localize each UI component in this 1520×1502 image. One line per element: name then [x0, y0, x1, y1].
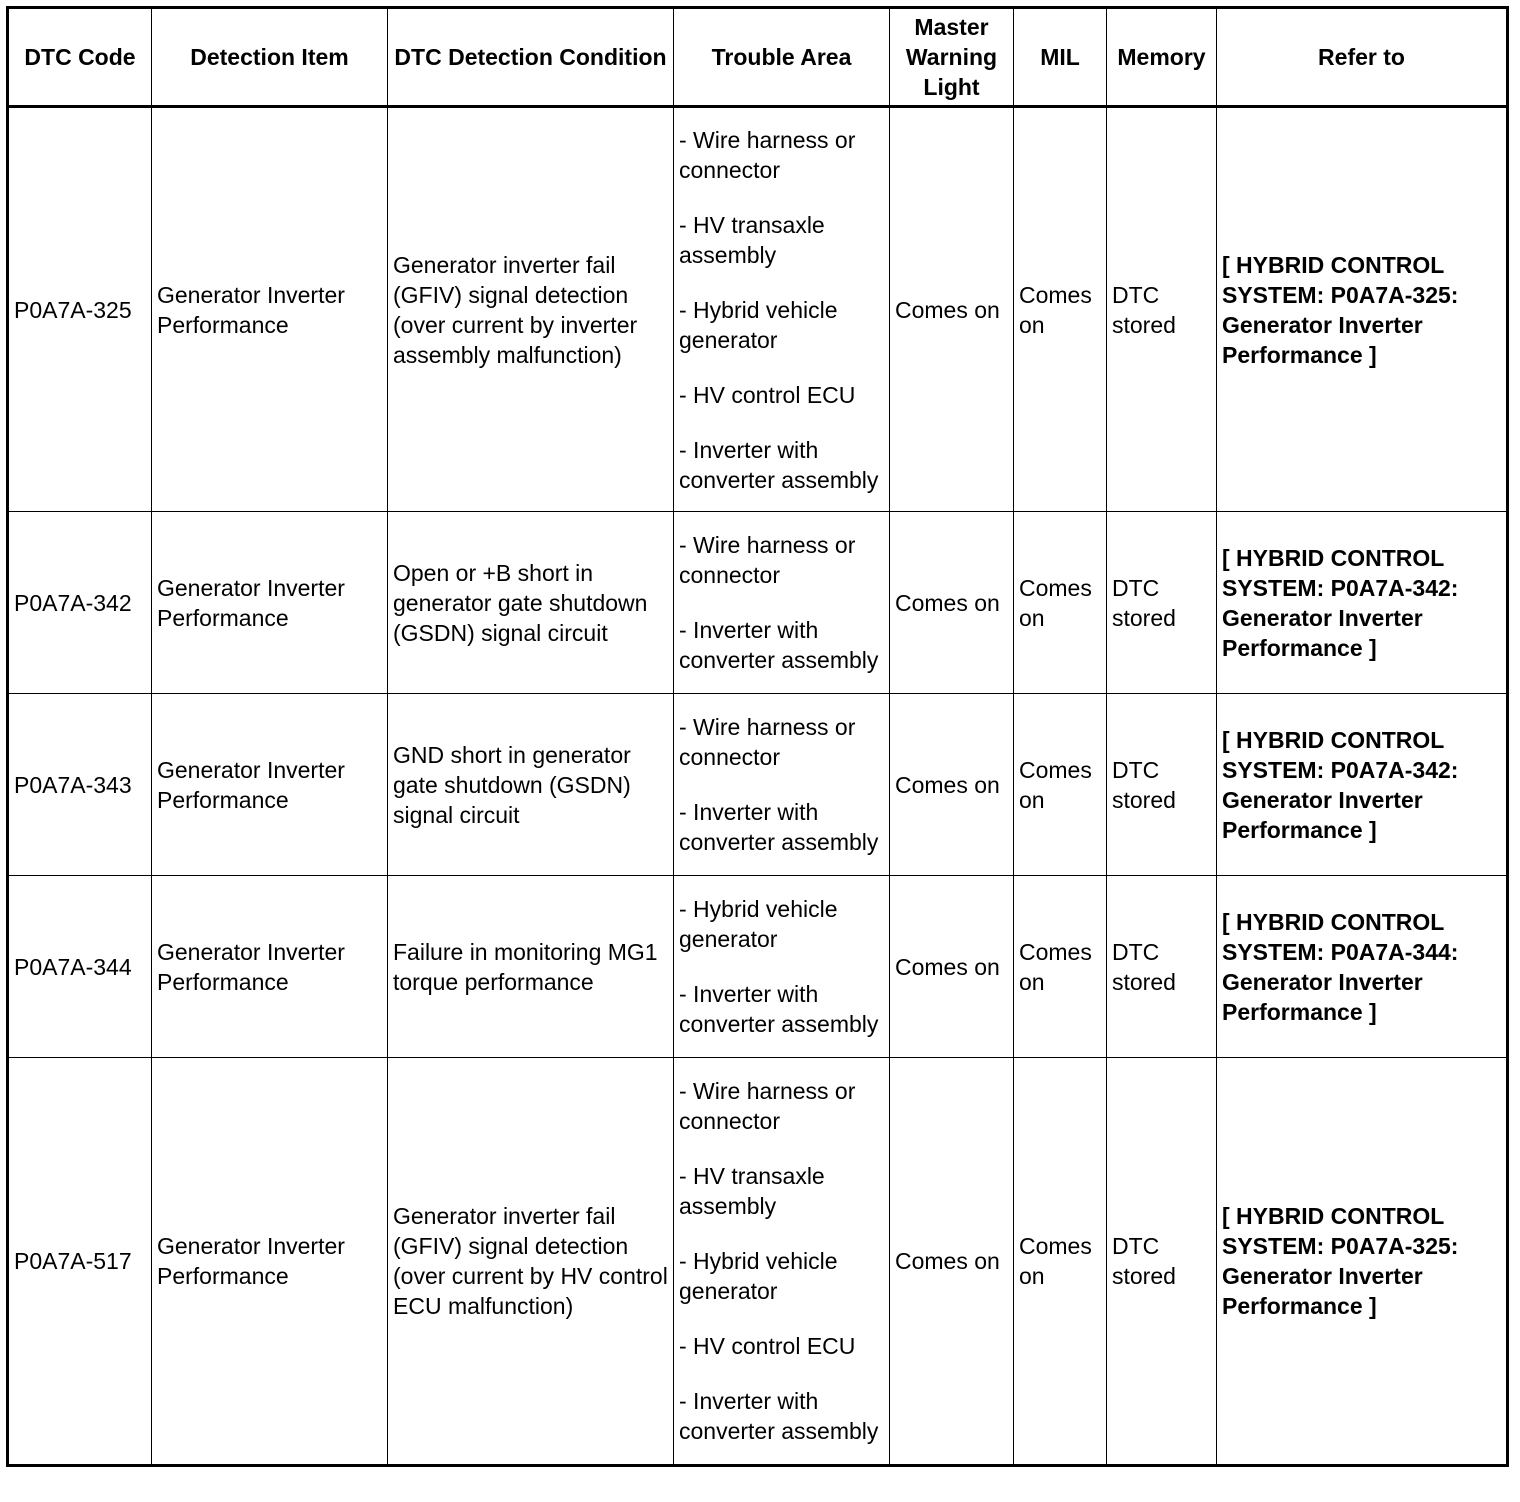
table-row	[8, 512, 1508, 694]
trouble-area-item: - Hybrid vehicle generator	[679, 896, 838, 952]
trouble-area-item: - HV control ECU	[679, 381, 856, 408]
trouble-area-item: - Wire harness or connector	[679, 714, 856, 770]
detection-condition-cell: Failure in monitoring MG1 torque performance	[388, 876, 674, 1058]
memory-cell: DTC stored	[1107, 107, 1217, 512]
trouble-area-item: - Inverter with converter assembly	[679, 1388, 879, 1444]
memory-cell: DTC stored	[1107, 1058, 1217, 1466]
memory-cell: DTC stored	[1107, 876, 1217, 1058]
trouble-area-item: - Hybrid vehicle generator	[679, 296, 838, 353]
master-warning-cell: Comes on	[890, 1058, 1014, 1466]
dtc-table	[6, 6, 1509, 1467]
master-warning-cell: Comes on	[890, 876, 1014, 1058]
detection-item-cell: Generator Inverter Performance	[152, 876, 388, 1058]
trouble-area-cell	[674, 512, 890, 694]
mil-cell: Comes on	[1014, 1058, 1107, 1466]
table-row	[8, 107, 1508, 512]
mil-cell: Comes on	[1014, 107, 1107, 512]
header-memory: Memory	[1107, 8, 1217, 107]
dtc-table-page	[6, 6, 1509, 1467]
detection-item-cell: Generator Inverter Performance	[152, 107, 388, 512]
header-dtc-code: DTC Code	[8, 8, 152, 107]
detection-item-cell: Generator Inverter Performance	[152, 694, 388, 876]
trouble-area-item: - HV transaxle assembly	[679, 1163, 825, 1219]
detection-condition-cell: Generator inverter fail (GFIV) signal detection (over current by inverter assembly malfunction)	[388, 107, 674, 512]
dtc-code-cell: P0A7A-343	[8, 694, 152, 876]
refer-to-link[interactable]: [ HYBRID CONTROL SYSTEM: P0A7A-342: Generator Inverter Performance ]	[1217, 694, 1508, 876]
refer-to-link[interactable]: [ HYBRID CONTROL SYSTEM: P0A7A-342: Generator Inverter Performance ]	[1217, 512, 1508, 694]
trouble-area-cell	[674, 876, 890, 1058]
trouble-area-item: - Wire harness or connector	[679, 1078, 856, 1134]
trouble-area-item: - HV transaxle assembly	[679, 211, 825, 268]
memory-cell: DTC stored	[1107, 512, 1217, 694]
detection-condition-cell: Open or +B short in generator gate shutdown (GSDN) signal circuit	[388, 512, 674, 694]
table-row	[8, 876, 1508, 1058]
table-row	[8, 1058, 1508, 1466]
trouble-area-item: - Inverter with converter assembly	[679, 617, 879, 673]
mil-cell: Comes on	[1014, 512, 1107, 694]
header-refer-to: Refer to	[1217, 8, 1508, 107]
trouble-area-cell	[674, 107, 890, 512]
trouble-area-item: - HV control ECU	[679, 1333, 856, 1359]
detection-item-cell: Generator Inverter Performance	[152, 1058, 388, 1466]
memory-cell: DTC stored	[1107, 694, 1217, 876]
trouble-area-item: - Inverter with converter assembly	[679, 981, 879, 1037]
dtc-code-cell: P0A7A-517	[8, 1058, 152, 1466]
header-master-warning-light: Master Warning Light	[890, 8, 1014, 107]
detection-item-cell: Generator Inverter Performance	[152, 512, 388, 694]
detection-condition-cell: GND short in generator gate shutdown (GSDN) signal circuit	[388, 694, 674, 876]
trouble-area-item: - Wire harness or connector	[679, 126, 856, 183]
refer-to-link[interactable]: [ HYBRID CONTROL SYSTEM: P0A7A-325: Generator Inverter Performance ]	[1217, 1058, 1508, 1466]
header-detection-item: Detection Item	[152, 8, 388, 107]
trouble-area-cell	[674, 1058, 890, 1466]
master-warning-cell: Comes on	[890, 512, 1014, 694]
mil-cell: Comes on	[1014, 876, 1107, 1058]
refer-to-link[interactable]: [ HYBRID CONTROL SYSTEM: P0A7A-325: Generator Inverter Performance ]	[1217, 107, 1508, 512]
dtc-code-cell: P0A7A-344	[8, 876, 152, 1058]
header-mil: MIL	[1014, 8, 1107, 107]
trouble-area-item: - Inverter with converter assembly	[679, 436, 879, 493]
table-row	[8, 694, 1508, 876]
trouble-area-item: - Hybrid vehicle generator	[679, 1248, 838, 1304]
trouble-area-cell	[674, 694, 890, 876]
trouble-area-item: - Inverter with converter assembly	[679, 799, 879, 855]
detection-condition-cell: Generator inverter fail (GFIV) signal detection (over current by HV control ECU malfunction)	[388, 1058, 674, 1466]
refer-to-link[interactable]: [ HYBRID CONTROL SYSTEM: P0A7A-344: Generator Inverter Performance ]	[1217, 876, 1508, 1058]
dtc-code-cell: P0A7A-342	[8, 512, 152, 694]
trouble-area-item: - Wire harness or connector	[679, 532, 856, 588]
mil-cell: Comes on	[1014, 694, 1107, 876]
table-header-row	[8, 8, 1508, 107]
header-detection-condition: DTC Detection Condition	[388, 8, 674, 107]
header-trouble-area: Trouble Area	[674, 8, 890, 107]
master-warning-cell: Comes on	[890, 107, 1014, 512]
dtc-code-cell: P0A7A-325	[8, 107, 152, 512]
master-warning-cell: Comes on	[890, 694, 1014, 876]
